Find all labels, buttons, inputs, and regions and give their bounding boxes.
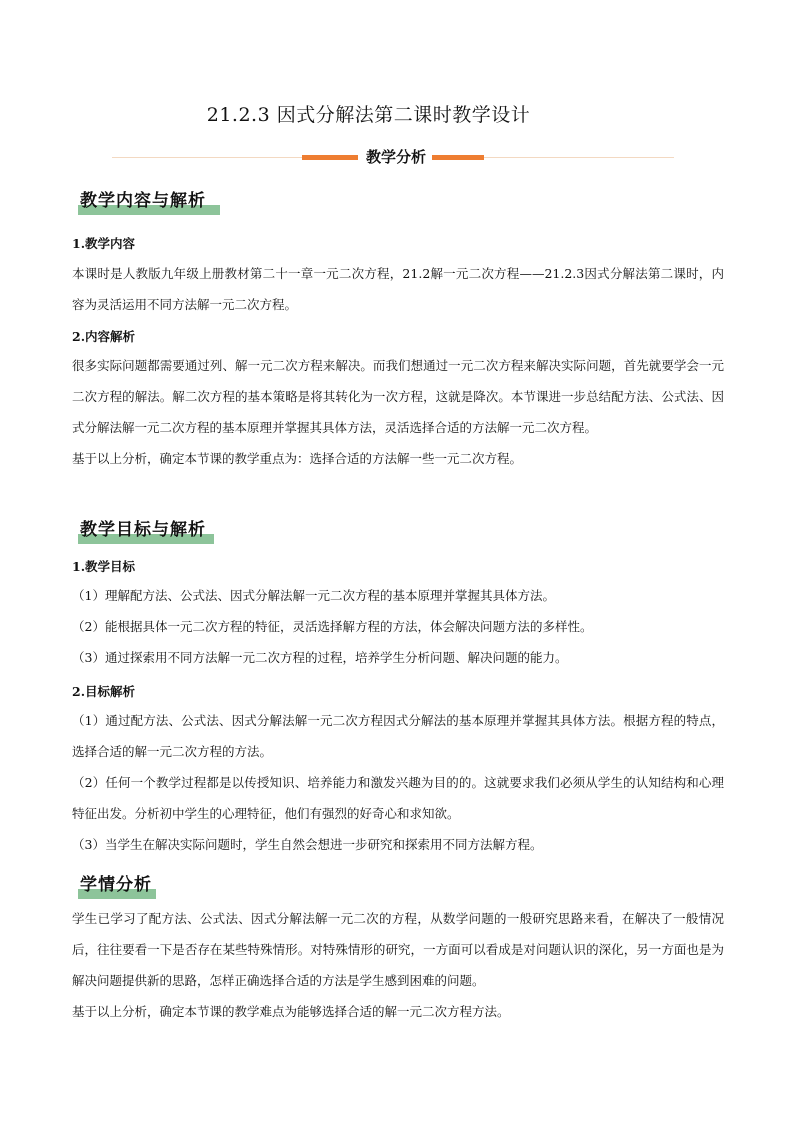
list-item: （3）当学生在解决实际问题时，学生自然会想进一步研究和探索用不同方法解方程。 — [72, 837, 543, 852]
list-item: （1）通过配方法、公式法、因式分解法解一元二次方程因式分解法的基本原理并掌握其具体方法。根据方程的特点，选择合适的解一元二次方程的方法。 — [72, 713, 724, 759]
banner-right-bar — [432, 155, 484, 160]
paragraph-content-analysis: 很多实际问题都需要通过列、解一元二次方程来解决。而我们想通过一元二次方程来解决实际问题，首先就要学会一元二次方程的解法。解二次方程的基本策略是将其转化为一次方程，这就是降次。本节课进一步总结配方法、公式法、因式分解法解一元二次方程的基本原理并掌握其具体方法，灵活选择合适的方法解一元二次方程。 基于以上分析，确定本节课的教学重点为：选择合适的方法解一些一元二次方程。 — [72, 358, 724, 466]
subheading-goal-analysis: 2.目标解析 — [72, 684, 136, 699]
list-goals — [72, 580, 724, 673]
section-heading-content: 教学内容与解析 — [80, 186, 206, 211]
page-title: 21.2.3 因式分解法第二课时教学设计 — [206, 104, 531, 126]
list-goal-analysis — [72, 705, 724, 860]
list-item: （2）任何一个教学过程都是以传授知识、培养能力和激发兴趣为目的的。这就要求我们必须从学生的认知结构和心理特征出发。分析初中学生的心理特征，他们有强烈的好奇心和求知欲。 — [72, 775, 724, 821]
subheading-goals: 1.教学目标 — [72, 559, 136, 574]
list-item: （1）理解配方法、公式法、因式分解法解一元二次方程的基本原理并掌握其具体方法。 — [72, 588, 555, 603]
subheading-content: 1.教学内容 — [72, 236, 136, 251]
banner-left-line — [112, 157, 302, 158]
banner-right-line — [484, 157, 674, 158]
section-heading-students: 学情分析 — [80, 870, 152, 895]
paragraph-students: 学生已学习了配方法、公式法、因式分解法解一元二次的方程，从数学问题的一般研究思路来看，在解决了一般情况后，往往要看一下是否存在某些特殊情形。对特殊情形的研究，一方面可以看成是对问题认识的深化，另一方面也是为解决问题提供新的思路，怎样正确选择合适的方法是学生感到困难的问题。 基于以上分析，确定本节课的教学难点为能够选择合适的解一元二次方程方法。 — [72, 911, 724, 1019]
paragraph-content: 本课时是人教版九年级上册教材第二十一章一元二次方程，21.2解一元二次方程——21.2.3因式分解法第二课时，内容为灵活运用不同方法解一元二次方程。 — [72, 266, 724, 312]
list-item: （3）通过探索用不同方法解一元二次方程的过程，培养学生分析问题、解决问题的能力。 — [72, 650, 568, 665]
banner-title: 教学分析 — [365, 148, 426, 166]
section-heading-goals: 教学目标与解析 — [80, 515, 206, 540]
list-item: （2）能根据具体一元二次方程的特征，灵活选择解方程的方法，体会解决问题方法的多样性。 — [72, 619, 593, 634]
subheading-content-analysis: 2.内容解析 — [72, 329, 136, 344]
